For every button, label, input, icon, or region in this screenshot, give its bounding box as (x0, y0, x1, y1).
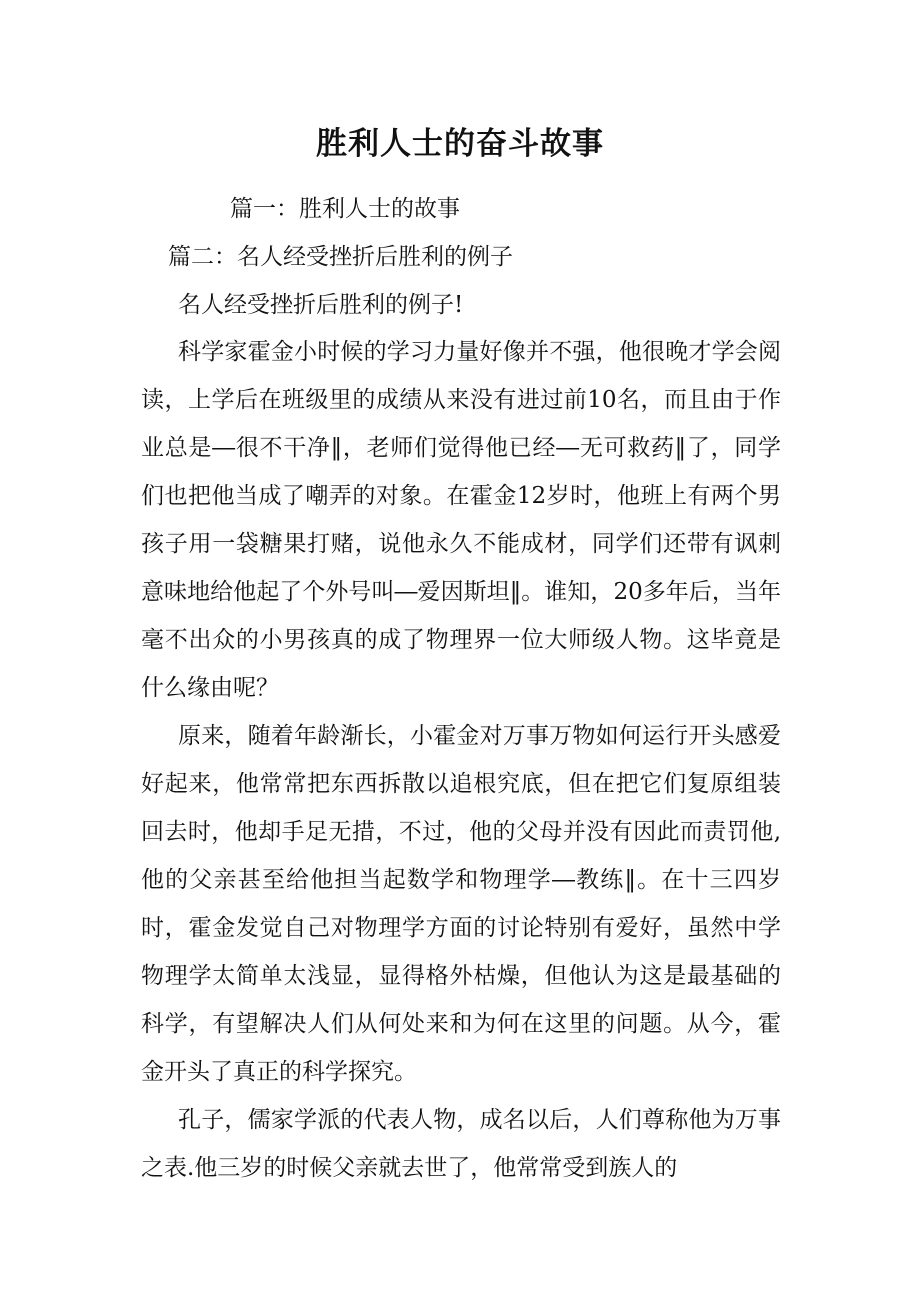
document-title: 胜利人士的奋斗故事 (316, 126, 604, 162)
paragraph-hawking-interest: 原来，随着年龄渐长，小霍金对万事万物如何运行开头感爱好起来，他常常把东西拆散以追根究底，但在把它们复原组装回去时，他却手足无措，不过，他的父母并没有因此而责罚他,他的父亲甚至给他担当起数学和物理学―教练‖。在十三四岁时，霍金发觉自己对物理学方面的讨论特别有爱好，虽然中学物理学太简单太浅显，显得格外枯燥，但他认为这是最基础的科学，有望解决人们从何处来和为何在这里的问题。从今，霍金开头了真正的科学探究。 (141, 723, 781, 1085)
paragraph-hawking-childhood: 科学家霍金小时候的学习力量好像并不强，他很晚才学会阅读，上学后在班级里的成绩从来没有进过前10名，而且由于作业总是―很不干净‖，老师们觉得他已经―无可救药‖了，同学们也把他当成了嘲弄的对象。在霍金12岁时，他班上有两个男孩子用一袋糖果打赌，说他永久不能成材，同学们还带有讽刺意味地给他起了个外号叫―爱因斯坦‖。谁知，20多年后，当年毫不出众的小男孩真的成了物理界一位大师级人物。这毕竟是什么缘由呢？ (141, 339, 781, 701)
subheading-part-one: 篇一：胜利人士的故事 (230, 196, 460, 222)
lead-line: 名人经受挫折后胜利的例子! (178, 292, 464, 318)
subheading-part-two: 篇二：名人经受挫折后胜利的例子 (168, 244, 513, 270)
paragraph-confucius: 孔子，儒家学派的代表人物，成名以后，人们尊称他为万事之表.他三岁的时候父亲就去世了，他常常受到族人的 (141, 1107, 781, 1181)
